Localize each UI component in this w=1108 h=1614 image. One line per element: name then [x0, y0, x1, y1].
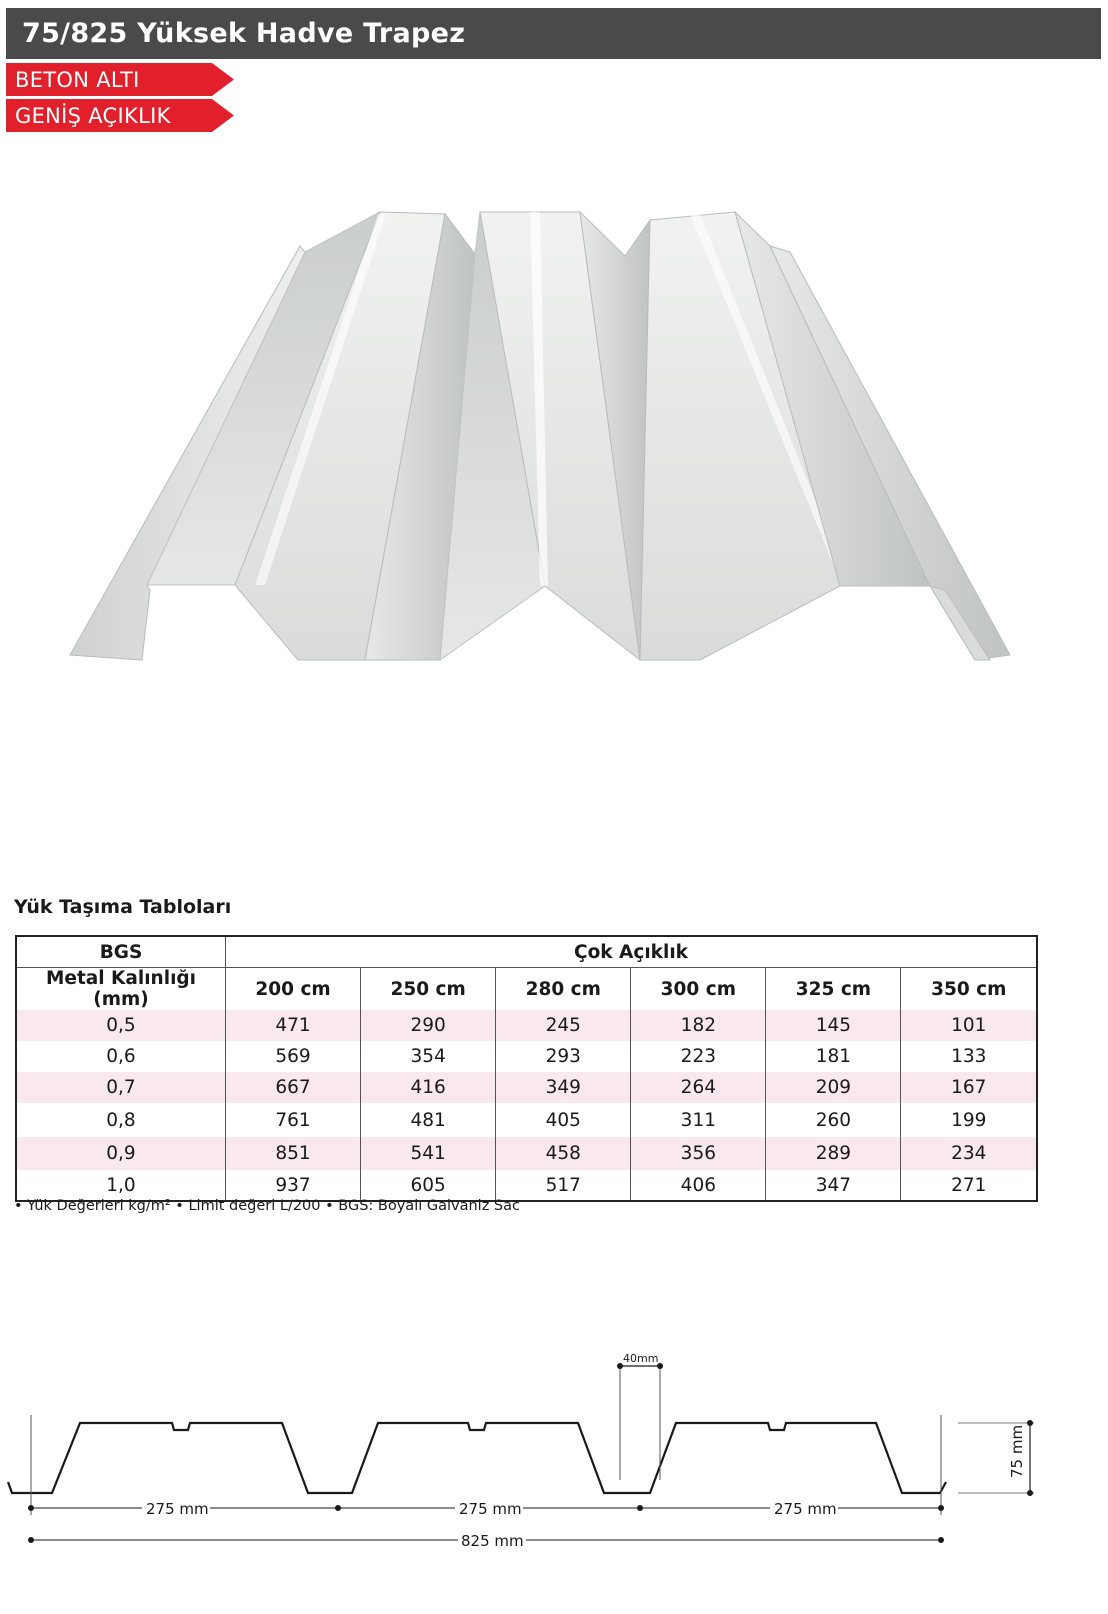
- value-cell: 209: [766, 1072, 901, 1103]
- dimension-label-rib: 40mm: [623, 1352, 659, 1365]
- value-cell: 182: [631, 1010, 766, 1041]
- value-cell: 541: [361, 1137, 496, 1170]
- tag-label: BETON ALTI: [15, 68, 140, 92]
- dimension-label-span: 275 mm: [459, 1500, 522, 1518]
- value-cell: 289: [766, 1137, 901, 1170]
- value-cell: 133: [951, 1046, 987, 1067]
- table-row: [16, 1103, 1037, 1137]
- column-header: 250 cm: [361, 968, 496, 1011]
- dimension-dot: [637, 1505, 643, 1511]
- dimension-dot: [335, 1505, 341, 1511]
- value-cell: 290: [361, 1010, 496, 1041]
- table-heading: Yük Taşıma Tabloları: [14, 896, 232, 918]
- thickness-cell: 0,8: [16, 1103, 226, 1137]
- column-header: 325 cm: [766, 968, 901, 1011]
- value-cell: 260: [766, 1103, 901, 1137]
- value-cell: 293: [496, 1041, 631, 1072]
- value-cell: 349: [496, 1072, 631, 1103]
- dimension-label-span: 275 mm: [146, 1500, 209, 1518]
- table-row: [16, 1137, 1037, 1170]
- group-header-bgs: BGS: [16, 936, 226, 968]
- profile-outline: [8, 1423, 946, 1493]
- value-cell: 605: [361, 1170, 496, 1201]
- page-title: 75/825 Yüksek Hadve Trapez: [22, 18, 466, 49]
- value-cell: 667: [226, 1072, 361, 1103]
- group-header-multi-span: Çok Açıklık: [226, 936, 1038, 968]
- table-row: [16, 1072, 1037, 1103]
- table-row: [16, 1170, 1037, 1201]
- value-cell: 937: [226, 1170, 361, 1201]
- trapezoidal-sheet-image: [0, 0, 1108, 700]
- tag-label: GENİŞ AÇIKLIK: [15, 104, 171, 128]
- column-header: 200 cm: [226, 968, 361, 1011]
- row-header-thickness: Metal Kalınlığı (mm): [16, 968, 226, 1011]
- value-cell: 354: [361, 1041, 496, 1072]
- value-cell: 851: [226, 1137, 361, 1170]
- value-cell: 311: [631, 1103, 766, 1137]
- value-cell: 101: [901, 1010, 1037, 1041]
- value-cell: 406: [631, 1170, 766, 1201]
- column-header: 280 cm: [496, 968, 631, 1011]
- value-cell: 471: [226, 1010, 361, 1041]
- value-cell: 356: [631, 1137, 766, 1170]
- value-cell: 761: [226, 1103, 361, 1137]
- dimension-dot: [28, 1537, 34, 1543]
- load-capacity-table: [15, 935, 1038, 1202]
- table-row: [16, 1010, 1037, 1041]
- profile-cross-section-diagram: [0, 1350, 1108, 1590]
- dimension-dot: [1027, 1420, 1033, 1426]
- value-cell: 167: [901, 1072, 1037, 1103]
- value-cell: 517: [496, 1170, 631, 1201]
- value-cell: 199: [951, 1109, 987, 1131]
- value-cell: 181: [766, 1041, 901, 1072]
- table-group-header-row: [16, 936, 1037, 968]
- value-cell: 245: [496, 1010, 631, 1041]
- value-cell: 405: [496, 1103, 631, 1137]
- dimension-label-span: 275 mm: [774, 1500, 837, 1518]
- thickness-cell: 0,9: [16, 1137, 226, 1170]
- table-footnote: • Yük Değerleri kg/m² • Limit değeri L/200 • BGS: Boyalı Galvaniz Sac: [14, 1198, 520, 1214]
- column-header: 350 cm: [931, 978, 1007, 1000]
- value-cell: 458: [496, 1137, 631, 1170]
- value-cell: 223: [631, 1041, 766, 1072]
- value-cell: 234: [901, 1137, 1037, 1170]
- value-cell: 481: [361, 1103, 496, 1137]
- value-cell: 271: [951, 1174, 987, 1196]
- value-cell: 145: [766, 1010, 901, 1041]
- table-row: [16, 1041, 1037, 1072]
- dimension-label-height: 75 mm: [1008, 1424, 1026, 1478]
- dimension-dot: [938, 1505, 944, 1511]
- value-cell: 347: [766, 1170, 901, 1201]
- thickness-cell: 1,0: [16, 1170, 226, 1201]
- thickness-cell: 0,5: [16, 1010, 226, 1041]
- thickness-cell: 0,6: [16, 1041, 226, 1072]
- value-cell: 416: [361, 1072, 496, 1103]
- table-column-header-row: [16, 968, 1037, 1011]
- thickness-cell: 0,7: [16, 1072, 226, 1103]
- dimension-dot: [28, 1505, 34, 1511]
- value-cell: 264: [631, 1072, 766, 1103]
- dimension-dot: [1027, 1490, 1033, 1496]
- column-header: 300 cm: [631, 968, 766, 1011]
- value-cell: 569: [226, 1041, 361, 1072]
- dimension-dot: [938, 1537, 944, 1543]
- dimension-label-total: 825 mm: [461, 1532, 524, 1550]
